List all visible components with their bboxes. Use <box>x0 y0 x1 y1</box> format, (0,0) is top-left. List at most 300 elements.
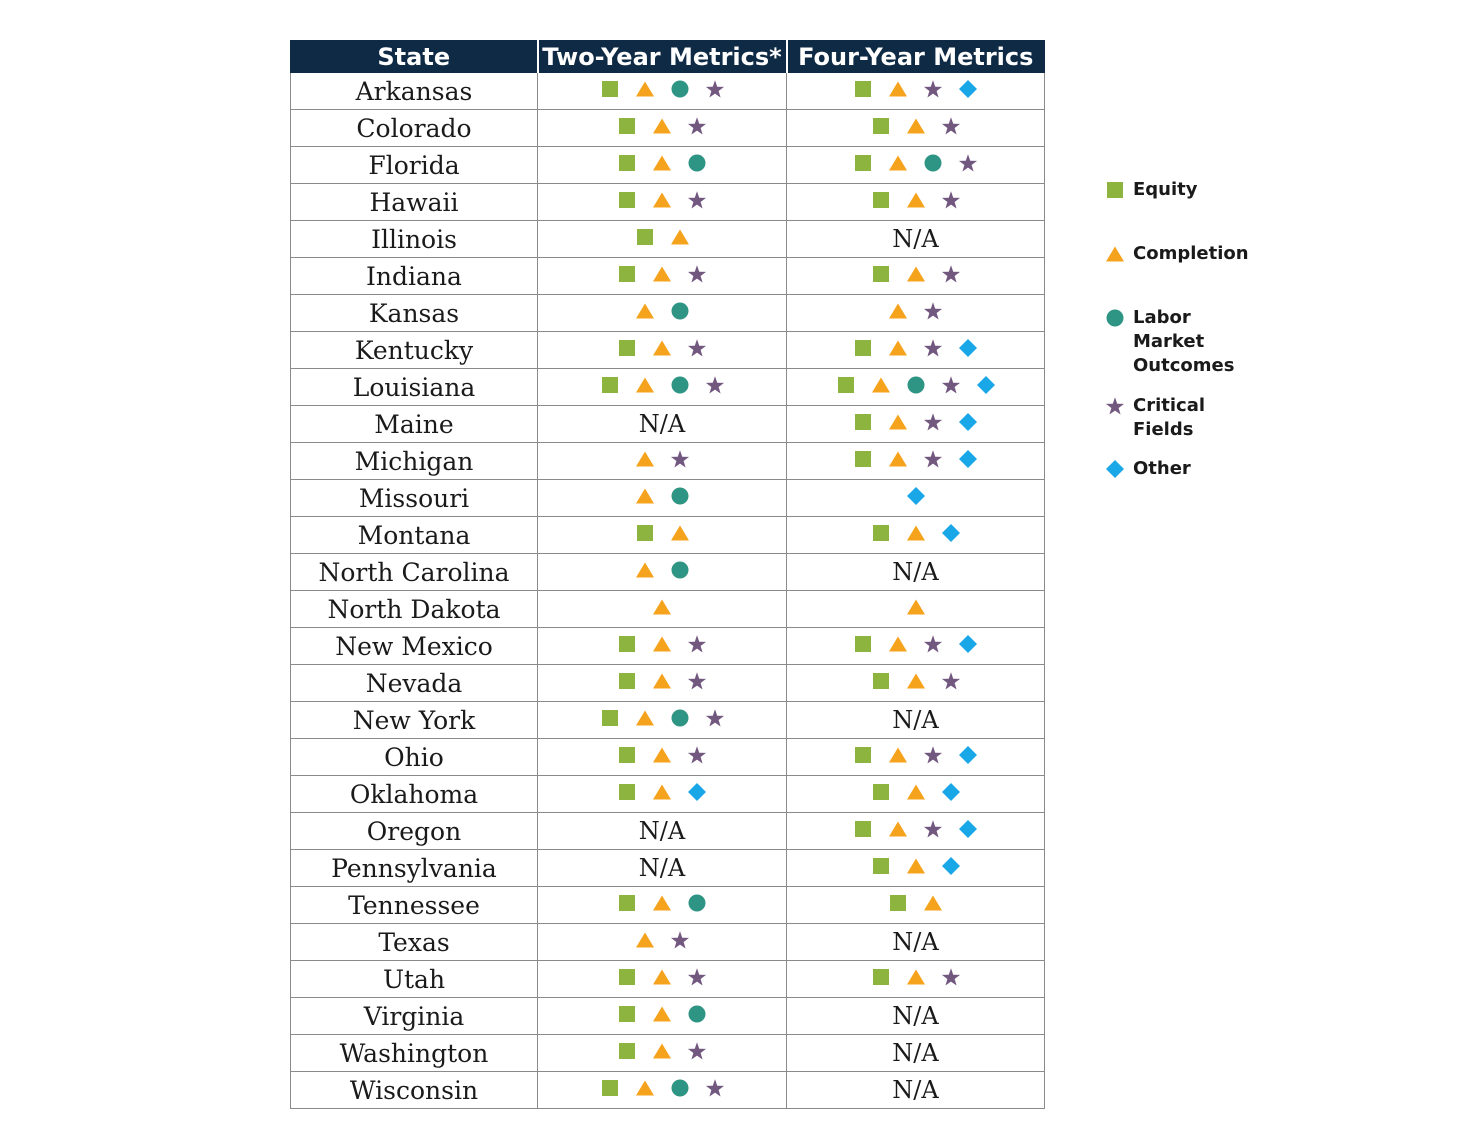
critical-fields-star-icon <box>923 449 943 469</box>
table-row <box>291 517 1045 554</box>
metric-icons <box>617 634 707 654</box>
critical-fields-star-icon <box>941 264 961 284</box>
na-label: N/A <box>638 410 686 438</box>
labor-market-circle-icon <box>906 375 926 395</box>
other-diamond-icon <box>687 782 707 802</box>
state-name: Florida <box>291 147 538 184</box>
two-year-metrics-cell <box>538 554 787 591</box>
completion-triangle-icon <box>652 116 672 136</box>
equity-square-icon <box>600 1078 620 1098</box>
equity-square-icon <box>617 264 637 284</box>
metric-icons <box>617 1004 707 1024</box>
completion-triangle-icon <box>652 597 672 617</box>
two-year-metrics-cell <box>538 73 787 110</box>
metric-icons <box>853 449 978 469</box>
four-year-metrics-cell <box>787 1072 1045 1109</box>
state-name: North Dakota <box>291 591 538 628</box>
four-year-metrics-cell <box>787 665 1045 702</box>
critical-fields-star-icon <box>687 190 707 210</box>
metric-icons <box>871 264 961 284</box>
metric-icons <box>617 338 707 358</box>
table-row <box>291 628 1045 665</box>
labor-market-circle-icon <box>687 893 707 913</box>
completion-triangle-icon <box>652 338 672 358</box>
equity-square-icon <box>635 523 655 543</box>
completion-triangle-icon <box>888 153 908 173</box>
equity-square-icon <box>617 671 637 691</box>
labor-market-circle-icon <box>670 708 690 728</box>
state-name: Oklahoma <box>291 776 538 813</box>
state-name: Kansas <box>291 295 538 332</box>
four-year-metrics-cell <box>787 998 1045 1035</box>
completion-triangle-icon <box>888 412 908 432</box>
table-row <box>291 369 1045 406</box>
labor-market-circle-icon <box>687 153 707 173</box>
metric-icons <box>600 708 725 728</box>
legend-item-completion <box>1105 242 1249 266</box>
legend-label: Critical Fields <box>1133 395 1206 440</box>
completion-triangle-icon <box>652 190 672 210</box>
two-year-metrics-cell <box>538 961 787 998</box>
state-name: Nevada <box>291 665 538 702</box>
completion-triangle-icon <box>670 227 690 247</box>
equity-square-icon <box>871 264 891 284</box>
completion-triangle-icon <box>888 634 908 654</box>
state-name: Indiana <box>291 258 538 295</box>
completion-triangle-icon <box>906 967 926 987</box>
other-diamond-icon <box>941 856 961 876</box>
state-name: New York <box>291 702 538 739</box>
metric-icons <box>853 338 978 358</box>
metric-icons <box>853 745 978 765</box>
metric-icons <box>617 116 707 136</box>
four-year-metrics-cell <box>787 184 1045 221</box>
labor-market-circle-icon <box>670 301 690 321</box>
equity-square-icon <box>617 1004 637 1024</box>
na-label: N/A <box>892 558 939 586</box>
completion-triangle-icon <box>635 79 655 99</box>
table-row <box>291 998 1045 1035</box>
table-row <box>291 110 1045 147</box>
legend-label: Other <box>1133 458 1191 479</box>
two-year-metrics-cell <box>538 406 787 443</box>
metric-icons <box>853 634 978 654</box>
four-year-metrics-cell <box>787 591 1045 628</box>
equity-square-icon <box>853 153 873 173</box>
table-row <box>291 776 1045 813</box>
four-year-metrics-cell <box>787 369 1045 406</box>
two-year-metrics-cell <box>538 1072 787 1109</box>
other-diamond-icon <box>976 375 996 395</box>
four-year-metrics-cell <box>787 443 1045 480</box>
labor-market-circle-icon <box>687 1004 707 1024</box>
completion-triangle-icon <box>635 560 655 580</box>
table-row <box>291 1035 1045 1072</box>
state-name: North Carolina <box>291 554 538 591</box>
completion-triangle-icon <box>652 967 672 987</box>
critical-fields-star-icon <box>705 708 725 728</box>
equity-square-icon <box>600 375 620 395</box>
metric-icons <box>635 930 690 950</box>
critical-fields-star-icon <box>923 412 943 432</box>
equity-square-icon <box>871 782 891 802</box>
other-diamond-icon <box>958 634 978 654</box>
labor-market-circle-icon <box>670 375 690 395</box>
na-label: N/A <box>892 225 939 253</box>
header-two-year-metrics: Two-Year Metrics* <box>538 41 787 73</box>
four-year-metrics-cell <box>787 887 1045 924</box>
critical-fields-star-icon <box>941 671 961 691</box>
critical-fields-star-icon <box>923 301 943 321</box>
metric-icons <box>853 412 978 432</box>
other-diamond-icon <box>1105 459 1125 479</box>
critical-fields-star-icon <box>687 338 707 358</box>
equity-square-icon <box>853 79 873 99</box>
metric-icons <box>871 190 961 210</box>
labor-market-circle-icon <box>923 153 943 173</box>
metric-icons <box>617 190 707 210</box>
two-year-metrics-cell <box>538 850 787 887</box>
legend-item-labor <box>1105 306 1234 378</box>
critical-fields-star-icon <box>670 930 690 950</box>
metric-icons <box>871 116 961 136</box>
two-year-metrics-cell <box>538 924 787 961</box>
four-year-metrics-cell <box>787 517 1045 554</box>
equity-square-icon <box>617 153 637 173</box>
two-year-metrics-cell <box>538 480 787 517</box>
state-name: Louisiana <box>291 369 538 406</box>
completion-triangle-icon <box>635 449 655 469</box>
completion-triangle-icon <box>635 1078 655 1098</box>
metric-icons <box>853 819 978 839</box>
header-row <box>291 41 1045 73</box>
labor-market-circle-icon <box>1105 308 1125 328</box>
two-year-metrics-cell <box>538 369 787 406</box>
critical-fields-star-icon <box>687 634 707 654</box>
equity-square-icon <box>617 745 637 765</box>
table-row <box>291 73 1045 110</box>
four-year-metrics-cell <box>787 110 1045 147</box>
four-year-metrics-cell <box>787 295 1045 332</box>
na-label: N/A <box>892 1076 939 1104</box>
four-year-metrics-cell <box>787 480 1045 517</box>
metric-icons <box>871 856 961 876</box>
table-row <box>291 739 1045 776</box>
metric-icons <box>617 967 707 987</box>
state-name: New Mexico <box>291 628 538 665</box>
metric-icons <box>888 301 943 321</box>
equity-square-icon <box>1105 180 1125 200</box>
critical-fields-star-icon <box>923 745 943 765</box>
equity-square-icon <box>853 745 873 765</box>
critical-fields-star-icon <box>687 745 707 765</box>
critical-fields-star-icon <box>941 190 961 210</box>
two-year-metrics-cell <box>538 295 787 332</box>
completion-triangle-icon <box>652 893 672 913</box>
two-year-metrics-cell <box>538 517 787 554</box>
completion-triangle-icon <box>635 708 655 728</box>
metric-icons <box>652 597 672 617</box>
critical-fields-star-icon <box>687 967 707 987</box>
table-row <box>291 295 1045 332</box>
other-diamond-icon <box>906 486 926 506</box>
metric-icons <box>906 597 926 617</box>
two-year-metrics-cell <box>538 628 787 665</box>
legend-item-critical <box>1105 394 1205 442</box>
completion-triangle-icon <box>906 190 926 210</box>
metric-icons <box>635 301 690 321</box>
two-year-metrics-cell <box>538 258 787 295</box>
state-name: Hawaii <box>291 184 538 221</box>
metric-icons <box>836 375 996 395</box>
metric-icons <box>853 79 978 99</box>
other-diamond-icon <box>941 782 961 802</box>
state-name: Tennessee <box>291 887 538 924</box>
completion-triangle-icon <box>906 782 926 802</box>
critical-fields-star-icon <box>941 116 961 136</box>
two-year-metrics-cell <box>538 702 787 739</box>
critical-fields-star-icon <box>687 671 707 691</box>
na-label: N/A <box>892 928 939 956</box>
completion-triangle-icon <box>906 671 926 691</box>
four-year-metrics-cell <box>787 702 1045 739</box>
table-row <box>291 924 1045 961</box>
labor-market-circle-icon <box>670 560 690 580</box>
state-name: Virginia <box>291 998 538 1035</box>
state-name: Arkansas <box>291 73 538 110</box>
two-year-metrics-cell <box>538 443 787 480</box>
critical-fields-star-icon <box>670 449 690 469</box>
na-label: N/A <box>892 1002 939 1030</box>
metric-icons <box>635 227 690 247</box>
state-name: Ohio <box>291 739 538 776</box>
na-label: N/A <box>638 817 686 845</box>
metric-icons <box>635 523 690 543</box>
metric-icons <box>617 671 707 691</box>
critical-fields-star-icon <box>705 1078 725 1098</box>
legend-label: Equity <box>1133 179 1198 200</box>
critical-fields-star-icon <box>1105 396 1125 416</box>
critical-fields-star-icon <box>923 819 943 839</box>
equity-square-icon <box>617 967 637 987</box>
equity-square-icon <box>871 116 891 136</box>
equity-square-icon <box>600 708 620 728</box>
four-year-metrics-cell <box>787 1035 1045 1072</box>
state-name: Utah <box>291 961 538 998</box>
completion-triangle-icon <box>652 782 672 802</box>
critical-fields-star-icon <box>923 338 943 358</box>
metric-icons <box>600 1078 725 1098</box>
two-year-metrics-cell <box>538 887 787 924</box>
critical-fields-star-icon <box>941 375 961 395</box>
completion-triangle-icon <box>888 338 908 358</box>
equity-square-icon <box>617 190 637 210</box>
completion-triangle-icon <box>888 745 908 765</box>
table-row <box>291 554 1045 591</box>
state-name: Colorado <box>291 110 538 147</box>
four-year-metrics-cell <box>787 221 1045 258</box>
equity-square-icon <box>871 671 891 691</box>
four-year-metrics-cell <box>787 739 1045 776</box>
two-year-metrics-cell <box>538 184 787 221</box>
equity-square-icon <box>888 893 908 913</box>
table-row <box>291 443 1045 480</box>
table-row <box>291 184 1045 221</box>
table-body <box>291 73 1045 1109</box>
table-row <box>291 850 1045 887</box>
two-year-metrics-cell <box>538 813 787 850</box>
completion-triangle-icon <box>652 1004 672 1024</box>
two-year-metrics-cell <box>538 998 787 1035</box>
completion-triangle-icon <box>635 486 655 506</box>
completion-triangle-icon <box>652 745 672 765</box>
table-row <box>291 961 1045 998</box>
other-diamond-icon <box>958 449 978 469</box>
equity-square-icon <box>617 893 637 913</box>
completion-triangle-icon <box>923 893 943 913</box>
equity-square-icon <box>871 967 891 987</box>
metric-icons <box>617 782 707 802</box>
four-year-metrics-cell <box>787 554 1045 591</box>
completion-triangle-icon <box>635 301 655 321</box>
state-name: Pennsylvania <box>291 850 538 887</box>
two-year-metrics-cell <box>538 591 787 628</box>
metric-icons <box>635 560 690 580</box>
critical-fields-star-icon <box>958 153 978 173</box>
two-year-metrics-cell <box>538 665 787 702</box>
completion-triangle-icon <box>652 153 672 173</box>
table-row <box>291 332 1045 369</box>
metric-icons <box>600 375 725 395</box>
equity-square-icon <box>871 190 891 210</box>
na-label: N/A <box>638 854 686 882</box>
legend-item-other <box>1105 457 1191 481</box>
labor-market-circle-icon <box>670 79 690 99</box>
state-name: Montana <box>291 517 538 554</box>
labor-market-circle-icon <box>670 1078 690 1098</box>
metric-icons <box>635 449 690 469</box>
other-diamond-icon <box>958 79 978 99</box>
state-name: Texas <box>291 924 538 961</box>
header-state: State <box>291 41 538 73</box>
equity-square-icon <box>600 79 620 99</box>
table-row <box>291 1072 1045 1109</box>
metric-icons <box>871 782 961 802</box>
table-row <box>291 258 1045 295</box>
header-four-year-metrics: Four-Year Metrics <box>787 41 1045 73</box>
equity-square-icon <box>853 338 873 358</box>
two-year-metrics-cell <box>538 332 787 369</box>
metric-icons <box>871 967 961 987</box>
completion-triangle-icon <box>906 523 926 543</box>
legend-label: Labor Market Outcomes <box>1133 307 1235 376</box>
four-year-metrics-cell <box>787 332 1045 369</box>
four-year-metrics-cell <box>787 961 1045 998</box>
equity-square-icon <box>617 1041 637 1061</box>
completion-triangle-icon <box>635 930 655 950</box>
equity-square-icon <box>853 634 873 654</box>
table-row <box>291 480 1045 517</box>
state-name: Kentucky <box>291 332 538 369</box>
metric-icons <box>871 523 961 543</box>
four-year-metrics-cell <box>787 258 1045 295</box>
four-year-metrics-cell <box>787 628 1045 665</box>
state-name: Missouri <box>291 480 538 517</box>
equity-square-icon <box>635 227 655 247</box>
equity-square-icon <box>871 856 891 876</box>
state-name: Maine <box>291 406 538 443</box>
completion-triangle-icon <box>906 856 926 876</box>
two-year-metrics-cell <box>538 739 787 776</box>
completion-triangle-icon <box>906 264 926 284</box>
state-name: Oregon <box>291 813 538 850</box>
table-row <box>291 147 1045 184</box>
completion-triangle-icon <box>871 375 891 395</box>
table-row <box>291 221 1045 258</box>
equity-square-icon <box>617 782 637 802</box>
equity-square-icon <box>617 338 637 358</box>
critical-fields-star-icon <box>923 79 943 99</box>
na-label: N/A <box>892 706 939 734</box>
state-name: Illinois <box>291 221 538 258</box>
other-diamond-icon <box>941 523 961 543</box>
equity-square-icon <box>836 375 856 395</box>
state-name: Wisconsin <box>291 1072 538 1109</box>
four-year-metrics-cell <box>787 924 1045 961</box>
other-diamond-icon <box>958 338 978 358</box>
two-year-metrics-cell <box>538 776 787 813</box>
completion-triangle-icon <box>1105 244 1125 264</box>
completion-triangle-icon <box>635 375 655 395</box>
completion-triangle-icon <box>888 301 908 321</box>
legend-label: Completion <box>1133 243 1249 264</box>
metric-icons <box>617 264 707 284</box>
table-row <box>291 665 1045 702</box>
critical-fields-star-icon <box>923 634 943 654</box>
other-diamond-icon <box>958 819 978 839</box>
na-label: N/A <box>892 1039 939 1067</box>
critical-fields-star-icon <box>705 79 725 99</box>
equity-square-icon <box>871 523 891 543</box>
state-metrics-table <box>290 40 1045 1109</box>
equity-square-icon <box>617 116 637 136</box>
metric-icons <box>600 79 725 99</box>
equity-square-icon <box>853 412 873 432</box>
state-name: Washington <box>291 1035 538 1072</box>
two-year-metrics-cell <box>538 110 787 147</box>
two-year-metrics-cell <box>538 147 787 184</box>
four-year-metrics-cell <box>787 776 1045 813</box>
other-diamond-icon <box>958 745 978 765</box>
metric-icons <box>617 153 707 173</box>
critical-fields-star-icon <box>941 967 961 987</box>
labor-market-circle-icon <box>670 486 690 506</box>
metric-icons <box>617 893 707 913</box>
legend-item-equity <box>1105 178 1198 202</box>
critical-fields-star-icon <box>687 264 707 284</box>
completion-triangle-icon <box>652 671 672 691</box>
four-year-metrics-cell <box>787 406 1045 443</box>
metric-icons <box>853 153 978 173</box>
two-year-metrics-cell <box>538 221 787 258</box>
completion-triangle-icon <box>652 1041 672 1061</box>
completion-triangle-icon <box>888 819 908 839</box>
four-year-metrics-cell <box>787 813 1045 850</box>
state-name: Michigan <box>291 443 538 480</box>
completion-triangle-icon <box>670 523 690 543</box>
completion-triangle-icon <box>652 634 672 654</box>
other-diamond-icon <box>958 412 978 432</box>
